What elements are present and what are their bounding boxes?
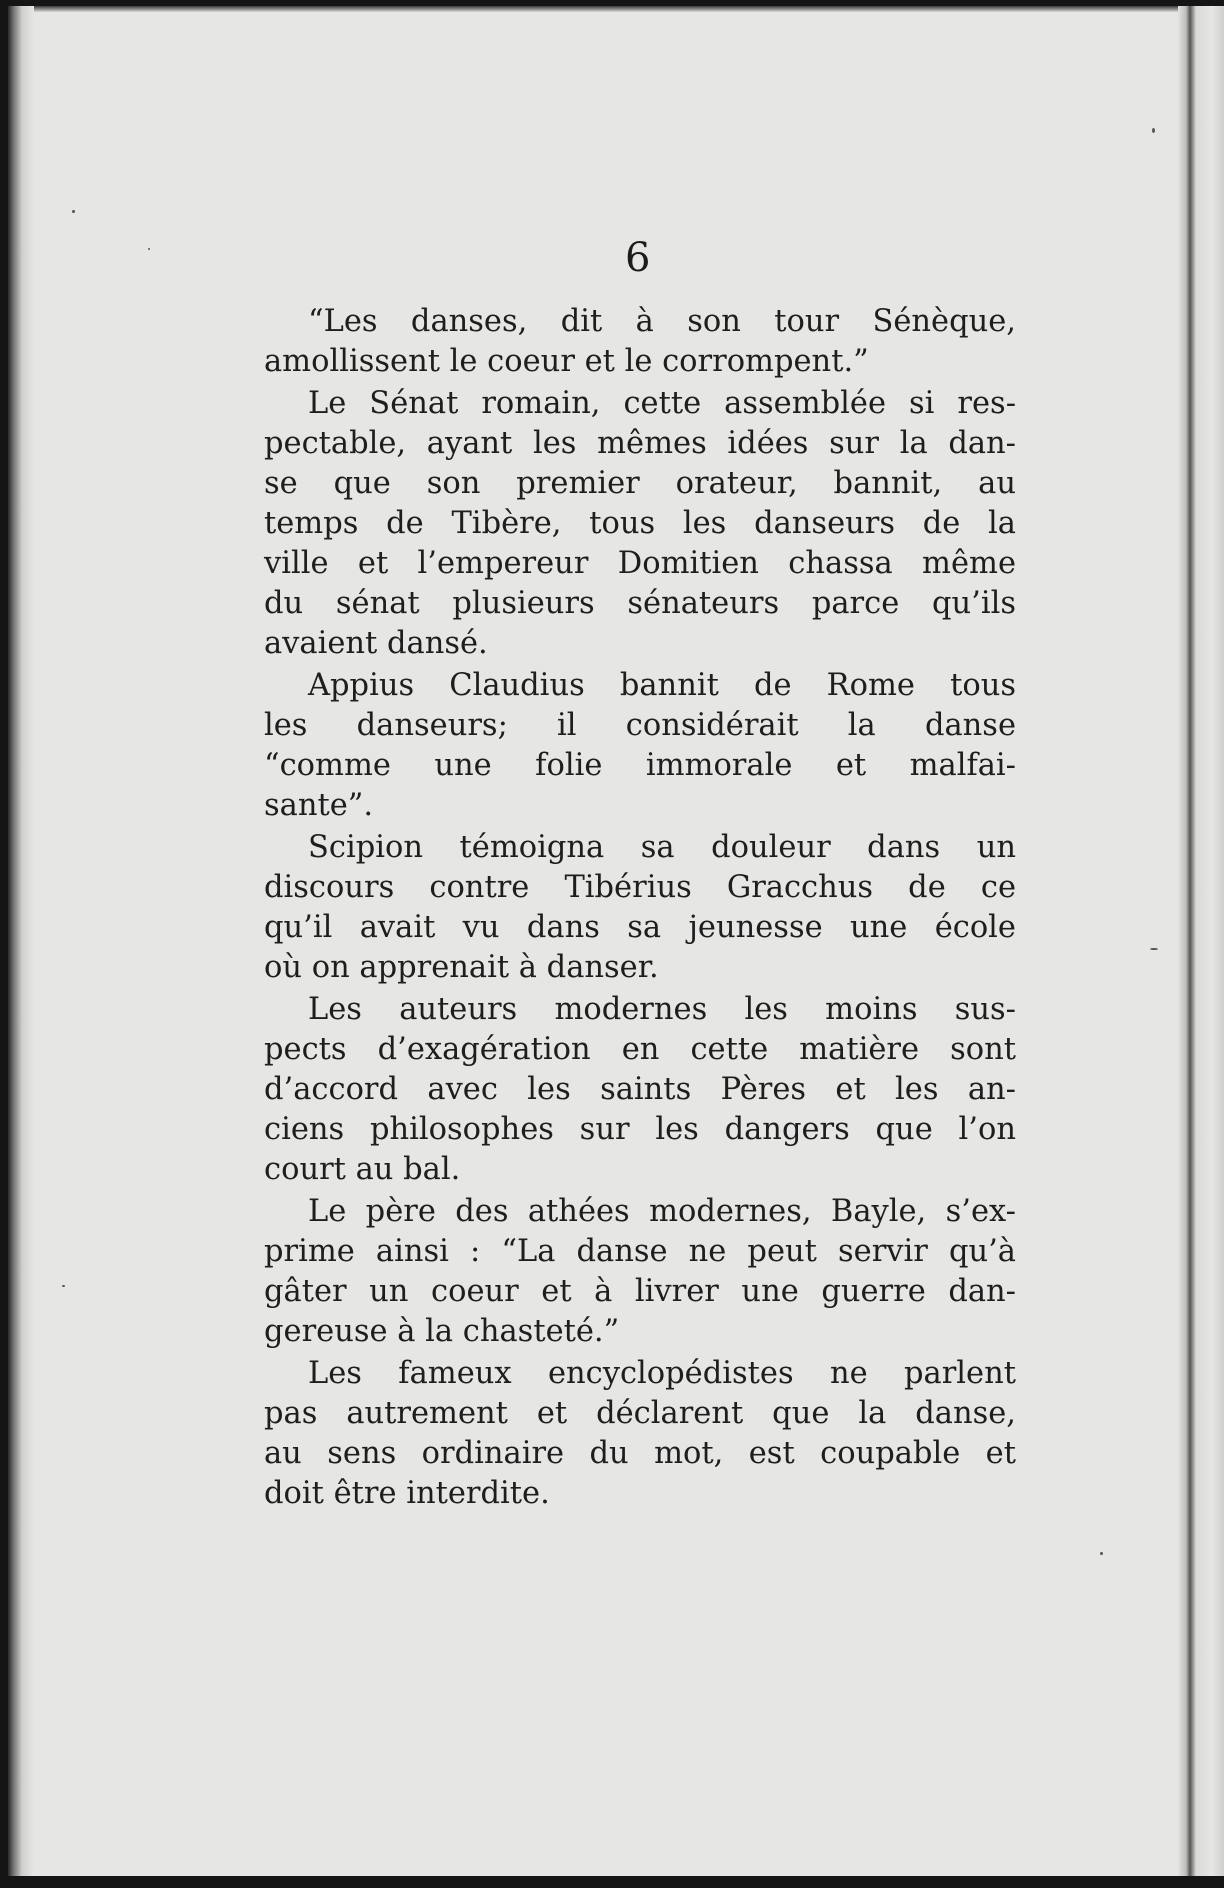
text-line: Appius Claudius bannit de Rome tous [308, 668, 1016, 703]
paragraph-4 [264, 828, 1016, 988]
paragraph-3 [264, 666, 1016, 826]
paper-speck [1150, 948, 1158, 950]
text-line: ville et l’empereur Domitien chassa même [264, 546, 1016, 581]
text-line: qu’il avait vu dans sa jeunesse une école [264, 910, 1016, 945]
text-line: les danseurs; il considérait la danse [264, 708, 1016, 743]
text-line: sante”. [264, 788, 374, 823]
text-line: “comme une folie immorale et malfai- [264, 748, 1016, 783]
text-line: doit être interdite. [264, 1476, 550, 1511]
text-line: au sens ordinaire du mot, est coupable et [264, 1436, 1016, 1471]
text-line: ciens philosophes sur les dangers que l’on [264, 1112, 1016, 1147]
text-line: court au bal. [264, 1152, 461, 1187]
text-line: pas autrement et déclarent que la danse, [264, 1396, 1016, 1431]
paper-speck [72, 210, 75, 213]
paragraph-5 [264, 990, 1016, 1190]
text-line: où on apprenait à danser. [264, 950, 659, 985]
text-line: Les auteurs modernes les moins sus- [308, 992, 1016, 1027]
text-line: Le Sénat romain, cette assemblée si res- [308, 386, 1016, 421]
facing-page-edge [1178, 6, 1224, 1876]
paper-speck [1152, 128, 1155, 133]
text-line: d’accord avec les saints Pères et les an- [264, 1072, 1016, 1107]
paragraph-6 [264, 1192, 1016, 1352]
paragraph-1 [264, 302, 1016, 382]
text-line: “Les danses, dit à son tour Sénèque, [308, 304, 1016, 339]
text-line: pectable, ayant les mêmes idées sur la dan- [264, 426, 1016, 461]
paper-speck [62, 1285, 65, 1287]
text-line: amollissent le coeur et le corrompent.” [264, 344, 869, 379]
text-line: gereuse à la chasteté.” [264, 1314, 620, 1349]
text-line: discours contre Tibérius Gracchus de ce [264, 870, 1016, 905]
text-line: Le père des athées modernes, Bayle, s’ex- [308, 1194, 1016, 1229]
text-line: Les fameux encyclopédistes ne parlent [308, 1356, 1016, 1391]
text-line: gâter un coeur et à livrer une guerre dan- [264, 1274, 1016, 1309]
text-line: se que son premier orateur, bannit, au [264, 466, 1016, 501]
paragraph-7 [264, 1354, 1016, 1514]
text-line: prime ainsi : “La danse ne peut servir qu’à [264, 1234, 1016, 1269]
paragraph-2 [264, 384, 1016, 664]
text-line: du sénat plusieurs sénateurs parce qu’ils [264, 586, 1016, 621]
page-binding-edge [8, 6, 34, 1876]
page-body-text [264, 302, 1016, 1516]
text-line: temps de Tibère, tous les danseurs de la [264, 506, 1016, 541]
page-number: 6 [625, 235, 651, 281]
paper-speck [1100, 1552, 1103, 1555]
paper-speck [148, 248, 150, 250]
text-line: avaient dansé. [264, 626, 488, 661]
text-line: Scipion témoigna sa douleur dans un [308, 830, 1016, 865]
text-line: pects d’exagération en cette matière sont [264, 1032, 1016, 1067]
page-top-edge [8, 6, 1224, 12]
